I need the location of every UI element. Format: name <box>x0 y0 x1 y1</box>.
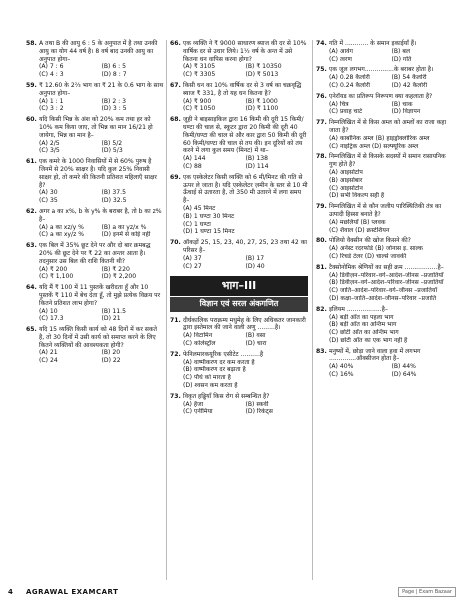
answer-option: (D) 114 <box>245 162 269 170</box>
column-divider <box>312 40 313 580</box>
question-number: 81. <box>316 263 327 271</box>
question-text: मनुष्यों में, छोड़ा जाने वाला हवा में लगभग ..............ऑक्सीजन होता है– <box>329 347 421 363</box>
question-item <box>170 351 308 390</box>
answer-option: (C) 35 <box>39 197 58 205</box>
question-item <box>26 82 164 113</box>
question-head <box>170 239 308 255</box>
question-number: 71. <box>170 316 181 324</box>
option-list <box>316 363 454 379</box>
answer-option: (D) कक्षा–जाति–आदेश–जीनस–परिवार –प्रजाति <box>329 294 437 302</box>
option-list <box>170 255 308 271</box>
answer-option: (A) 30 <box>39 189 58 197</box>
question-head <box>26 284 164 307</box>
option-list <box>26 140 164 156</box>
question-item <box>316 40 454 63</box>
option-list <box>170 359 308 390</box>
question-head <box>170 317 308 333</box>
question-text: एनेरॉयड का प्रतिरूप निरूपण क्या कहलाता है? <box>329 92 433 100</box>
answer-option: (D) 21 <box>101 315 121 323</box>
question-head <box>26 158 164 189</box>
question-number: 61. <box>26 158 37 166</box>
answer-option: (A) विटामिन <box>183 332 213 340</box>
option-list <box>170 332 308 348</box>
question-number: 65. <box>26 326 37 334</box>
question-text: इलियम ..................है– <box>329 305 388 313</box>
answer-option: (C) शैवाल (D) क्रस्टेशियन <box>329 226 390 234</box>
option-list <box>26 224 164 240</box>
question-group-arithmetic <box>170 40 308 270</box>
brand-name: AGRAWAL EXAMCART <box>26 588 119 596</box>
answer-option: (D) 5/3 <box>101 147 123 155</box>
option-list <box>26 98 164 114</box>
question-head <box>26 326 164 349</box>
answer-option: (C) 4 : 3 <box>39 71 64 79</box>
option-list <box>316 245 454 261</box>
question-item <box>316 119 454 150</box>
answer-option: (B) a का yz/x % <box>101 223 147 231</box>
column-divider <box>166 40 167 580</box>
answer-option: (A) आइसोटोप <box>329 168 363 176</box>
question-number: 73. <box>170 392 181 400</box>
answer-option: (C) 88 <box>183 162 202 170</box>
question-text: गति में ............ के समान इकाईयाँ हैं। <box>329 40 417 47</box>
question-text: एक कमरे के 1000 निवासियों में से 60% पुरुष है जिनमें से 20% साक्षर है। यदि कुल 25% निवासी साक्षर हो, तो कमरे की कितनी प्रतिशत महिलाएँ साक्षर है? <box>39 158 157 189</box>
option-list <box>316 314 454 345</box>
question-text: फेनिलमारकयूरिक एसीटेट ..........है <box>183 350 264 358</box>
question-head <box>316 203 454 219</box>
answer-option: (D) 40 <box>245 262 265 270</box>
question-item <box>170 82 308 113</box>
question-text: जूही ने बाइसाइकिल द्वारा 16 किमी की दूरी 15 किमी/घण्टा की चाल से, स्कूटर द्वारा 20 किमी की दूरी 40 किमी/घण्टा की चाल से और कार द्वारा 50 किमी की दूरी 60 किमी/घण्टा की चाल से तय की। इन दूरियों को तय करने में लगा कुल समय (मिनट) में था– <box>183 116 307 155</box>
page-footer <box>0 586 464 600</box>
answer-option: (C) नाइट्रिक अम्ल (D) सल्फ्यूरिक अम्ल <box>329 142 419 150</box>
question-number: 75. <box>316 66 327 74</box>
answer-option: (D) गति <box>391 55 412 63</box>
question-head <box>26 82 164 98</box>
answer-option: (D) 22 <box>101 357 121 365</box>
question-number: 83. <box>316 347 327 355</box>
section-header <box>170 276 308 311</box>
answer-option: (D) ₹ 2,200 <box>101 273 137 281</box>
option-list <box>26 308 164 324</box>
answer-option: (C) 3/5 <box>39 147 60 155</box>
question-text: एक बिल में 35% छूट देने पर और दो बार क्रमबद्ध 20% की छूट देने पर ₹ 22 का अन्तर आता है। तदनुसार उस बिल की राशि कितनी थी? <box>39 242 151 265</box>
answer-option: (B) वसा <box>245 332 266 340</box>
question-item <box>316 306 454 345</box>
answer-option: (B) 2 : 3 <box>101 97 127 105</box>
question-head <box>316 237 454 245</box>
question-head <box>316 264 454 272</box>
column-left <box>26 40 164 368</box>
option-list <box>170 205 308 236</box>
question-head <box>26 40 164 63</box>
answer-option: (C) 24 <box>39 357 58 365</box>
question-text: एक एस्केलेटर किसी व्यक्ति को 6 मी/मिनट की गति से ऊपर ले जाता है। यदि एस्केलेटर ज़मीन के स्तर से 10 मी ऊँचाई से उतारता है, तो 350 मी उतारने में लगा समय है– <box>183 173 308 205</box>
answer-option: (A) आवेग <box>329 47 353 55</box>
answer-option: (D) छोटी आँत का एक भाग नहीं है <box>329 336 408 344</box>
answer-option: (D) सभी विकल्प सही है <box>329 192 385 200</box>
question-head <box>170 116 308 155</box>
question-number: 77. <box>316 119 327 127</box>
answer-option: (B) ₹ 10350 <box>245 63 282 71</box>
question-group-science <box>170 317 308 417</box>
answer-option: (D) 8 : 7 <box>101 71 127 79</box>
answer-option: (B) बड़ी आँत का अन्तिम भाग <box>329 321 397 329</box>
question-number: 58. <box>26 40 37 47</box>
question-item <box>26 326 164 365</box>
answer-option: (B) ₹ 220 <box>101 265 130 273</box>
question-item <box>26 208 164 239</box>
question-text: ऑकड़ों 25, 15, 23, 40, 27, 25, 23 तथा 42 का परिसर है– <box>183 239 307 254</box>
question-text: एक व्यक्ति ने ₹ 9000 साधारण ब्याज की दर से 10% वार्षिक दर से उधार लिये। 1½ वर्ष के अन्त में उसे कितना धन वापिस करना होगा? <box>183 40 307 63</box>
answer-option: (A) बड़ी आँत का पहला भाग <box>329 313 394 321</box>
question-text: निम्नलिखित में से किस अम्ल को अम्लों का राजा कहा जाता है? <box>329 119 447 134</box>
answer-option: (A) कार्बोनिक अम्ल (B) हाइड्रोक्लोरिक अम्ल <box>329 134 430 142</box>
question-text: A तथा B की आयु 6 : 5 के अनुपात में है तथा उनकी आयु का योग 44 वर्ष है। 8 वर्ष बाद उनकी आयु का अनुपात होगा– <box>39 40 158 63</box>
answer-option: (B) 17 <box>245 254 265 262</box>
question-text: किसी धन का 10% वार्षिक दर से 3 वर्ष का चक्रवृद्धि ब्याज ₹ 331, है तो यह धन कितना है? <box>183 81 302 97</box>
question-item <box>316 153 454 200</box>
question-head <box>170 82 308 98</box>
question-number: 72. <box>170 350 181 358</box>
question-text: पोलियो वैक्सीन की खोज किसने की? <box>329 237 411 245</box>
question-number: 64. <box>26 284 37 292</box>
answer-option: (C) 3 : 2 <box>39 105 64 113</box>
question-head <box>316 93 454 101</box>
answer-option: (A) 0.28 कैलोरी <box>329 74 370 82</box>
answer-option: (C) पौधे को मारता है <box>183 374 231 382</box>
question-number: 82. <box>316 305 327 313</box>
answer-option: (B) बल <box>391 47 410 55</box>
question-item <box>316 237 454 260</box>
answer-option: (C) 17.3 <box>39 315 64 323</box>
question-item <box>316 348 454 379</box>
section-title: भाग–III <box>170 276 308 296</box>
question-item <box>170 317 308 348</box>
answer-option: (A) अर्नेस्ट रदरफोर्ड (B) जोनास इ. साल्क <box>329 245 423 253</box>
answer-option: (A) ₹ 900 <box>183 97 212 105</box>
answer-option: (D) 42 कैलोरी <box>391 81 428 89</box>
question-head <box>26 242 164 265</box>
question-item <box>170 239 308 270</box>
question-text: ₹ 12.60 के 2⅔ भाग का ₹ 21 के 0.6 भाग के साथ अनुपात होगा– <box>39 81 164 97</box>
answer-option: (C) ₹ 1050 <box>183 105 216 113</box>
question-number: 79. <box>316 203 327 211</box>
answer-option: (C) छोटी आँत का अन्तिम भाग <box>329 329 399 337</box>
answer-option: (B) वाष्पीकरण दर बढ़ाता है <box>183 366 246 374</box>
answer-option: (B) आइसोबार <box>329 176 363 184</box>
option-list <box>316 219 454 235</box>
answer-option: (A) ₹ 200 <box>39 265 68 273</box>
answer-option: (C) 0.24 कैलोरी <box>329 81 370 89</box>
answer-option: (D) ₹ 5013 <box>245 71 279 79</box>
option-list <box>316 169 454 200</box>
question-item <box>170 40 308 79</box>
question-item <box>26 40 164 79</box>
answer-option: (C) एनीमिया <box>183 408 213 416</box>
question-number: 76. <box>316 92 327 100</box>
answer-option: (B) डिवीज़न–वर्ग–आदेश–परिवार–जीनस –प्रजातियाँ <box>329 279 444 287</box>
question-head <box>170 174 308 205</box>
option-list <box>26 63 164 79</box>
question-text: एक जूल लगभग...............के बराबर होता है। <box>329 66 434 74</box>
question-item <box>316 93 454 116</box>
question-head <box>316 119 454 135</box>
option-list <box>316 48 454 64</box>
answer-option: (A) हैजा <box>183 400 204 408</box>
section-subtitle: विज्ञान एवं सरल अंकगणित <box>170 297 308 311</box>
page-stamp: Page | Exam Bazaar <box>398 587 456 597</box>
answer-option: (A) 21 <box>39 349 58 357</box>
answer-option: (D) इनमें से कोई नहीं <box>101 231 151 239</box>
question-text: टैक्सोनोमिक श्रेणियों का सही क्रम .................है– <box>329 263 444 271</box>
question-text: यदि 15 व्यक्ति किसी कार्य को 48 दिनों में कर सकते है, तो 30 दिनों में उसी कार्य को समाप्त करने के लिए कितने व्यक्तियों की आवश्यकता होगी? <box>39 326 158 349</box>
answer-option: (A) 2/5 <box>39 139 60 147</box>
answer-option: (D) 3 : 5 <box>101 105 127 113</box>
question-item <box>170 393 308 416</box>
question-head <box>316 306 454 314</box>
question-number: 59. <box>26 81 37 89</box>
answer-option: (C) प्रवाह चार्ट <box>329 108 363 116</box>
answer-option: (B) 20 <box>101 349 121 357</box>
answer-option: (A) मछलियाँ (B) प्लवक <box>329 218 386 226</box>
answer-option: (C) रिचर्ड टेलर (D) चार्ल्स जावकी <box>329 252 407 260</box>
option-list <box>26 189 164 205</box>
question-item <box>316 66 454 89</box>
answer-option: (D) 64% <box>391 371 417 379</box>
answer-option: (A) डिवीज़न–परिवार–वर्ग–आदेश–जीनस –प्रजातियाँ <box>329 271 444 279</box>
answer-option: (D) विज्ञापन <box>391 108 421 116</box>
question-number: 70. <box>170 239 181 247</box>
question-text: निम्नलिखित में से किसके सदस्यों में समान रासायनिक गुण होते है? <box>329 153 446 169</box>
answer-option: (C) आइसोटोन <box>329 184 363 192</box>
answer-option: (D) ₹ 1100 <box>245 105 279 113</box>
answer-option: (B) 138 <box>245 155 269 163</box>
answer-option: (B) स्कर्वी <box>245 400 269 408</box>
option-list <box>316 101 454 117</box>
option-list <box>170 401 308 417</box>
answer-option: (A) वाष्पीकरण दर कम करता है <box>183 358 255 366</box>
question-item <box>26 158 164 205</box>
question-item <box>170 174 308 236</box>
answer-option: (B) 54 कैलोरी <box>391 74 427 82</box>
answer-option: (D) 32.5 <box>101 197 127 205</box>
question-text: विकृत हड्डियाँ किस रोग से सम्बन्धित है? <box>183 392 270 400</box>
question-item <box>170 116 308 171</box>
answer-option: (A) 37 <box>183 254 202 262</box>
question-head <box>170 393 308 401</box>
question-number: 63. <box>26 242 37 250</box>
question-item <box>26 284 164 323</box>
question-head <box>26 116 164 139</box>
option-list <box>26 266 164 282</box>
question-text: अगर a का x%, b के y% के बराबर है, तो b का z% है– <box>39 207 162 223</box>
answer-option: (D) रिकेट्स <box>245 408 273 416</box>
top-margin <box>0 0 464 8</box>
question-text: यदि किसी भिन्न के अंश को 20% कम तथा हर को 10% कम किया जाए, तो भिन्न का मान 16/21 हो जायेगा, भिन्न का मान है– <box>39 116 153 139</box>
answer-option: (B) 1 घण्टा 30 मिनट <box>183 212 235 220</box>
option-list <box>170 155 308 171</box>
answer-option: (A) 144 <box>183 155 206 163</box>
question-number: 67. <box>170 81 181 89</box>
answer-option: (C) त्वरण <box>329 55 352 63</box>
column-right <box>316 40 454 382</box>
option-list <box>316 272 454 303</box>
option-list <box>170 98 308 114</box>
answer-option: (B) 44% <box>391 363 416 371</box>
answer-option: (C) जाति–आदेश–परिवार–वर्ग–जीनस –प्रजातियाँ <box>329 287 438 295</box>
answer-option: (C) a का xy/z % <box>39 231 85 239</box>
page-number: 4 <box>8 588 13 596</box>
option-list <box>26 349 164 365</box>
question-head <box>170 40 308 63</box>
question-text: दीर्घकालिक पराक्रम्य मधुमेह के लिए अधिकतर जानकारी द्वारा इस्तेमाल की जाने वाली अणु .........है। <box>183 316 306 332</box>
answer-option: (B) 11.5 <box>101 307 126 315</box>
answer-option: (B) ₹ 1000 <box>245 97 278 105</box>
column-middle <box>170 40 308 419</box>
question-head <box>316 153 454 169</box>
answer-option: (A) 1 : 1 <box>39 97 64 105</box>
question-head <box>316 348 454 364</box>
answer-option: (C) 1 घण्टा <box>183 220 211 228</box>
question-number: 69. <box>170 173 181 181</box>
answer-option: (B) 37.5 <box>101 189 126 197</box>
answer-option: (D) 1 घण्टा 15 मिनट <box>183 228 235 236</box>
question-number: 78. <box>316 153 327 161</box>
answer-option: (A) 45 मिनट <box>183 204 216 212</box>
question-head <box>170 351 308 359</box>
question-text: निम्नलिखित में से कौन जलीय पारिस्थितिकी तंत्र का उत्पादी हिस्सा बनाते है? <box>329 203 442 218</box>
question-number: 68. <box>170 116 181 124</box>
answer-option: (C) 27 <box>183 262 202 270</box>
question-number: 62. <box>26 207 37 215</box>
answer-option: (B) चाक <box>391 100 413 108</box>
question-head <box>26 208 164 224</box>
answer-option: (A) 40% <box>329 363 354 371</box>
question-number: 74. <box>316 40 327 47</box>
answer-option: (B) 6 : 5 <box>101 63 127 71</box>
answer-option: (A) चित्र <box>329 100 349 108</box>
option-list <box>170 63 308 79</box>
question-head <box>316 66 454 74</box>
option-list <box>316 74 454 90</box>
answer-option: (D) श्वसन कम करता है <box>183 382 238 389</box>
question-text: यदि मैं ₹ 100 में 11 पुस्तकें खरीदता हूँ और 10 पुस्तकें ₹ 110 में बेच देता हूँ, तो मुझे प्रत्येक विक्रय पर कितने प्रतिशत लाभ होगा? <box>39 284 161 307</box>
answer-option: (C) ₹ 3305 <box>183 71 216 79</box>
answer-option: (C) कोलेस्ट्रॉल <box>183 340 216 348</box>
question-number: 80. <box>316 237 327 245</box>
answer-option: (A) a का xz/y % <box>39 223 84 231</box>
answer-option: (C) 16% <box>329 371 354 379</box>
answer-option: (B) 5/2 <box>101 139 123 147</box>
question-number: 66. <box>170 40 181 47</box>
question-item <box>316 203 454 234</box>
question-item <box>26 242 164 281</box>
answer-option: (D) चारा <box>245 340 267 348</box>
question-item <box>316 264 454 303</box>
question-head <box>316 40 454 48</box>
question-item <box>26 116 164 155</box>
option-list <box>316 135 454 151</box>
answer-option: (C) ₹ 1,100 <box>39 273 74 281</box>
answer-option: (A) ₹ 3105 <box>183 63 216 71</box>
answer-option: (A) 7 : 6 <box>39 63 64 71</box>
answer-option: (A) 10 <box>39 307 58 315</box>
question-number: 60. <box>26 116 37 124</box>
